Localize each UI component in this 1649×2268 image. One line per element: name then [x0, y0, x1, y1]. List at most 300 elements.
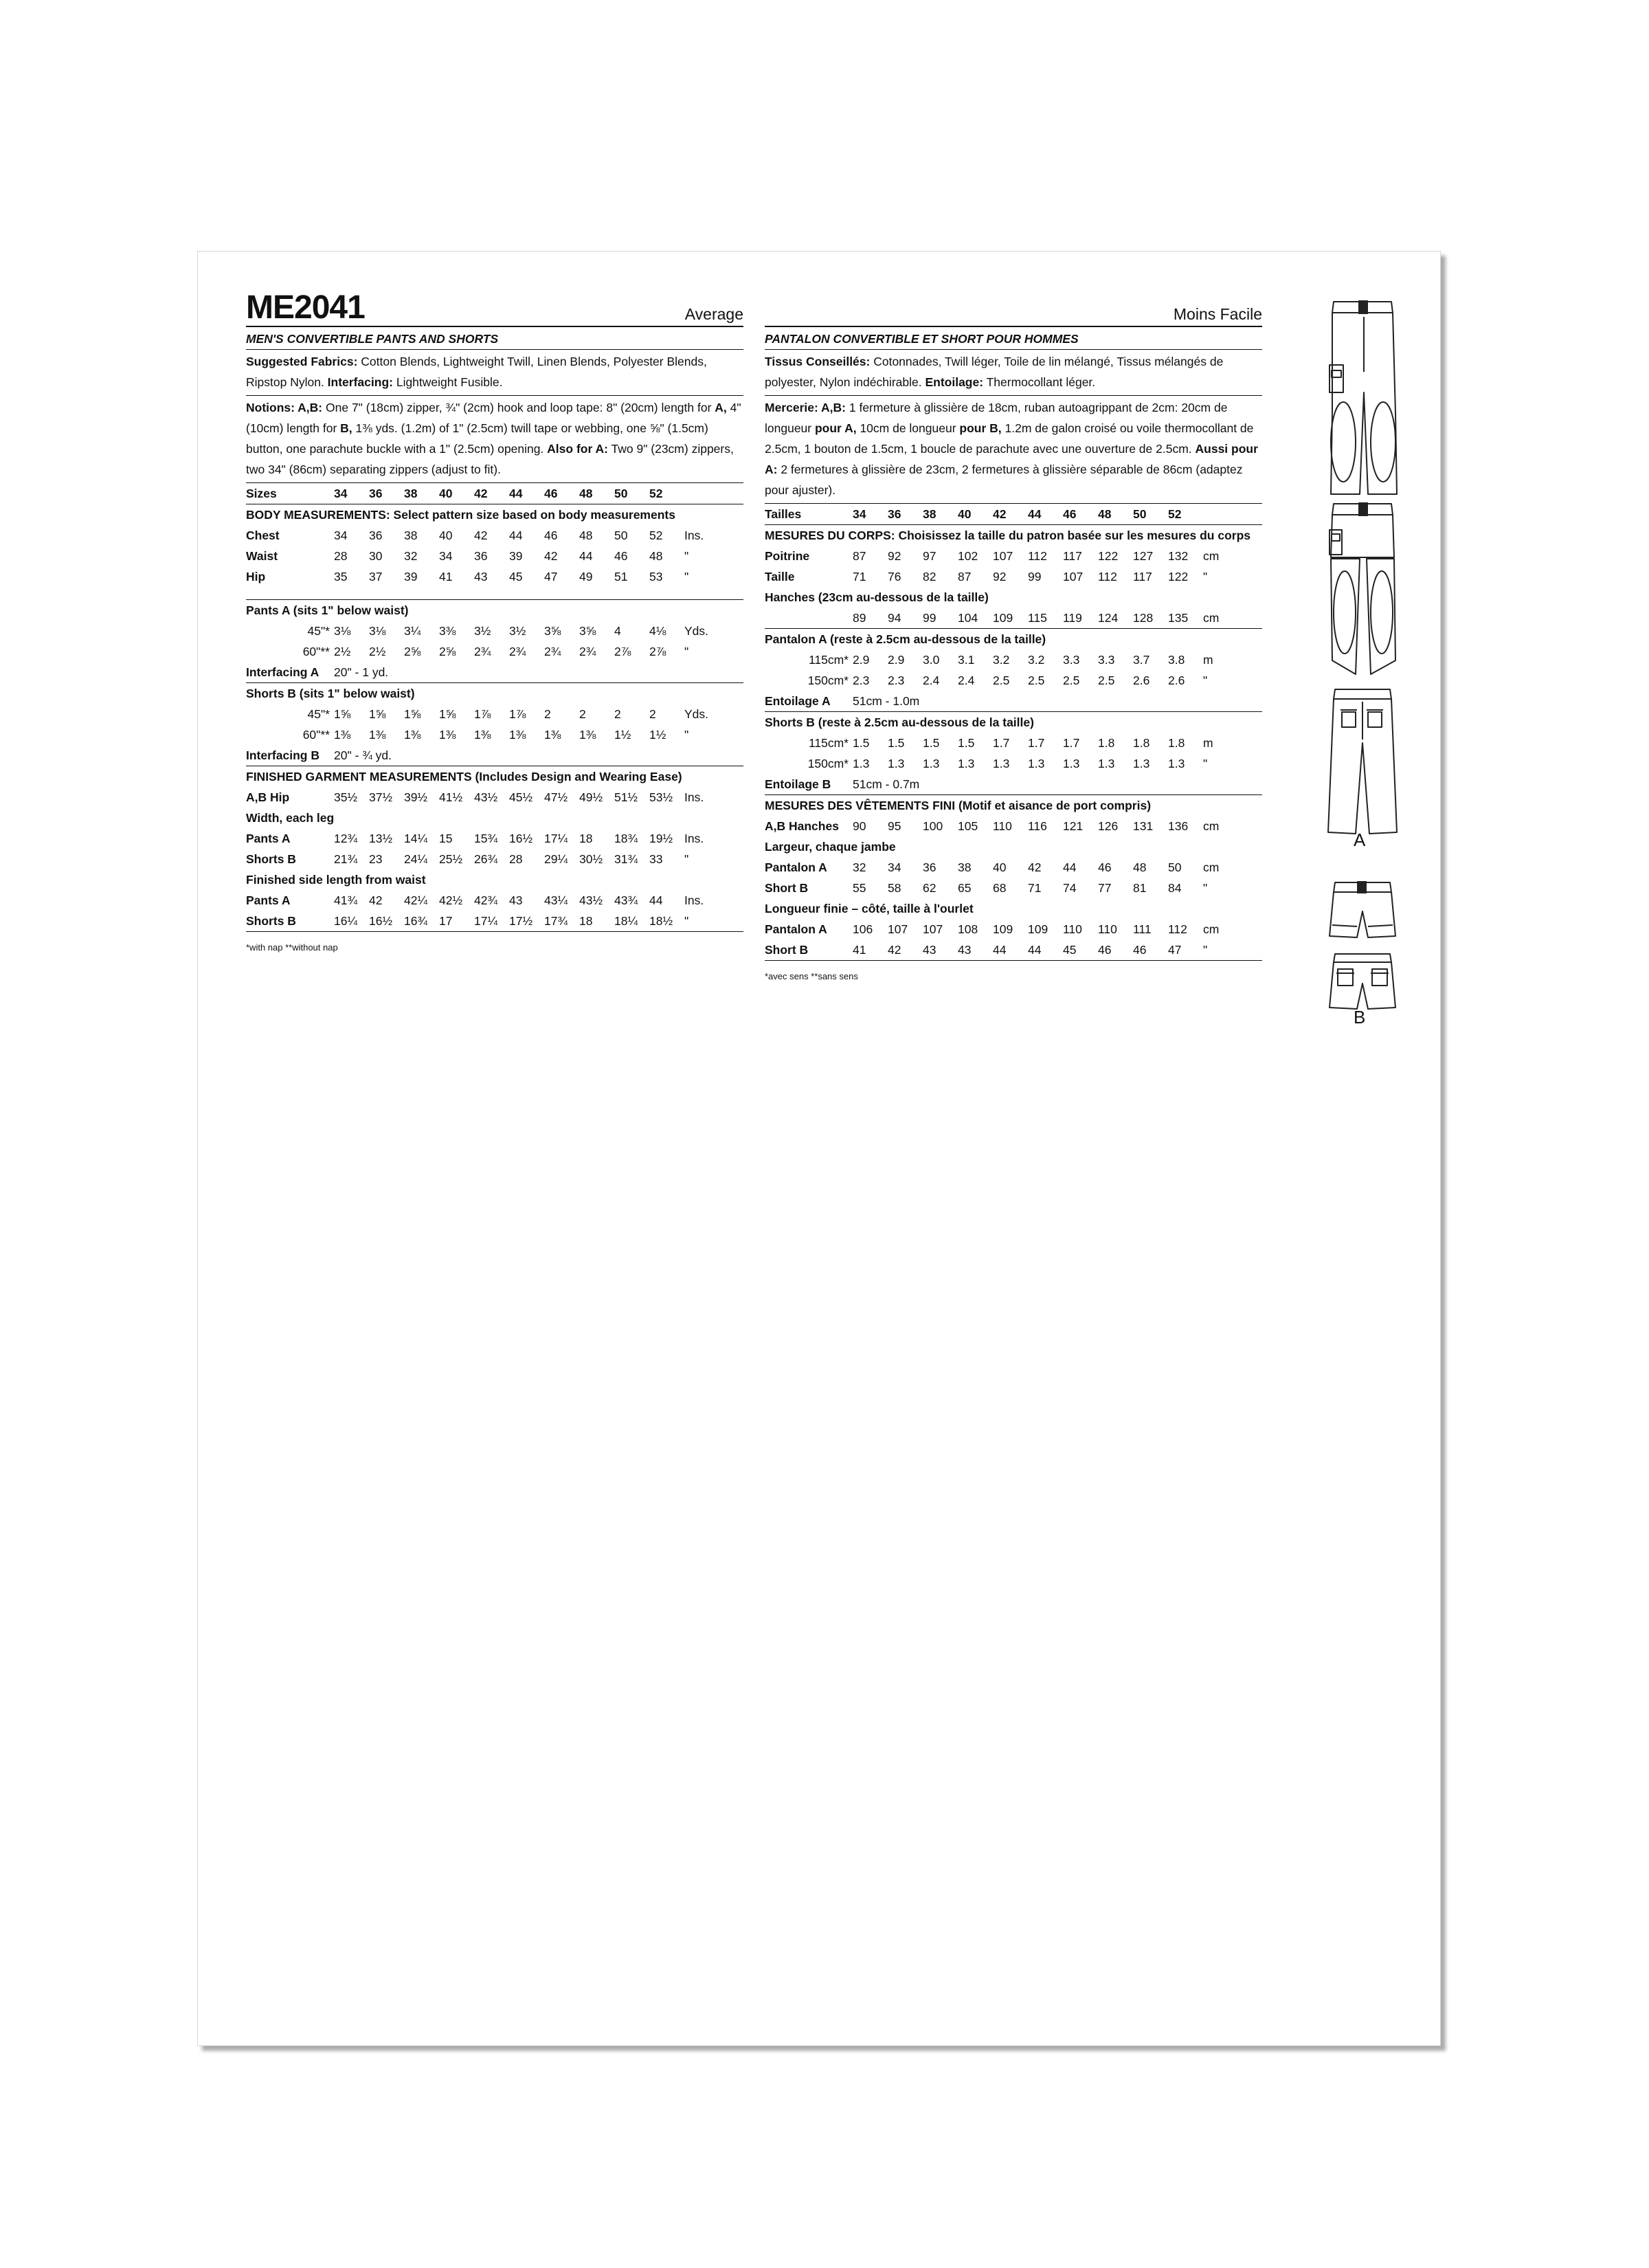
fabrics-text: Cotton Blends, Lightweight Twill, Linen Blends, Polyester Blends, Ripstop Nylon. [246, 355, 707, 389]
unit-cell: " [1203, 570, 1208, 583]
value-cell: 97 [923, 549, 936, 563]
value-cell: 12¾ [334, 832, 358, 845]
value-cell: 1.3 [1168, 757, 1185, 770]
value-cell: 46 [1133, 940, 1168, 961]
value-cell: 53½ [649, 790, 673, 804]
row-label: Entoilage A [765, 691, 853, 712]
section-heading-row [765, 525, 1262, 546]
value-cell: 108 [958, 922, 978, 936]
unit-cell: " [1203, 940, 1262, 961]
value-cell: 24¼ [404, 852, 428, 866]
size-cell: 36 [369, 483, 404, 504]
shorts-150-row [765, 753, 1262, 774]
value-cell: 2⅝ [404, 645, 421, 658]
french-column [765, 293, 1262, 987]
value-cell: 21¾ [334, 852, 358, 866]
value-cell: 42 [1028, 860, 1042, 874]
shorts-yardage-heading: Shorts B (sits 1" below waist) [246, 687, 415, 700]
value-cell: 4 [614, 624, 621, 638]
value-cell: 4⅛ [649, 624, 666, 638]
value-cell: 36 [474, 549, 488, 563]
width-pants-row [765, 857, 1262, 878]
value-cell: 1⅝ [439, 707, 456, 721]
value-cell: 71 [1028, 881, 1042, 895]
section-heading-row [765, 629, 1262, 650]
value-cell: 68 [993, 881, 1007, 895]
unit-cell: Ins. [684, 790, 704, 804]
value-cell: 1⅜ [544, 728, 561, 742]
value-cell: 2.3 [888, 674, 905, 687]
notions-also-label: Also for A: [547, 442, 608, 456]
row-label: 150cm* [807, 674, 849, 687]
unit-cell: cm [1203, 922, 1220, 936]
notions-view-b: B, [340, 421, 352, 435]
value-cell: 58 [888, 881, 901, 895]
value-cell: 2.6 [1133, 674, 1150, 687]
value-cell: 30 [369, 549, 383, 563]
length-heading: Longueur finie – côté, taille à l'ourlet [765, 902, 974, 915]
unit-cell: cm [1203, 608, 1262, 629]
section-heading-row [765, 795, 1262, 816]
row-label: Entoilage B [765, 774, 853, 795]
value-cell: 16¼ [334, 911, 369, 932]
body-measurements-heading: BODY MEASUREMENTS: Select pattern size based on body measurements [246, 508, 675, 522]
value-cell: 43 [474, 570, 488, 583]
section-heading-row [246, 869, 743, 890]
section-heading-row [246, 808, 743, 828]
value-cell: 121 [1063, 819, 1084, 833]
value-cell: 38 [958, 860, 972, 874]
value-cell: 71 [853, 570, 866, 583]
section-heading-row [765, 898, 1262, 919]
value-cell: 3.2 [993, 653, 1010, 667]
english-column [246, 289, 743, 958]
pattern-code: ME2041 [246, 289, 365, 326]
value-cell: 99 [923, 608, 958, 629]
pattern-sheet [197, 251, 1441, 2046]
value-cell: 42 [474, 529, 488, 542]
unit-cell: m [1203, 736, 1213, 750]
shorts-45-row [246, 704, 743, 724]
value-cell: 51cm - 0.7m [853, 774, 1262, 795]
value-cell: 42¾ [474, 893, 498, 907]
value-cell: 43 [958, 940, 993, 961]
unit-cell: " [684, 570, 689, 583]
value-cell: 3.7 [1133, 653, 1150, 667]
value-cell: 2.5 [1028, 674, 1045, 687]
value-cell: 1⅜ [474, 728, 491, 742]
notions-text: 1⅜ yds. (1.2m) of 1" (2.5cm) twill tape or webbing, one ⅝" (1.5cm) button, one parachute buckle with a 1" (2.5cm) opening. [246, 421, 708, 456]
unit-cell: m [1203, 653, 1213, 667]
value-cell: 1.5 [958, 736, 975, 750]
row-label [765, 608, 853, 629]
value-cell: 3⅛ [369, 624, 386, 638]
value-cell: 104 [958, 608, 993, 629]
width-pants-row [246, 828, 743, 849]
value-cell: 43½ [474, 790, 498, 804]
value-cell: 46 [1098, 940, 1133, 961]
value-cell: 43 [923, 940, 958, 961]
fabrics-label: Tissus Conseillés: [765, 355, 871, 368]
value-cell: 44 [579, 549, 593, 563]
value-cell: 95 [888, 819, 901, 833]
footnote: *with nap **without nap [246, 942, 338, 953]
value-cell: 45 [1063, 940, 1098, 961]
value-cell: 3½ [474, 624, 491, 638]
value-cell: 126 [1098, 819, 1119, 833]
notions-view-b: pour B, [959, 421, 1002, 435]
value-cell: 20" - ¾ yd. [334, 745, 743, 766]
value-cell: 109 [993, 608, 1028, 629]
value-cell: 18 [579, 911, 614, 932]
row-label: Pants A [246, 832, 291, 845]
section-heading-row [765, 836, 1262, 857]
garment-sketches [1314, 289, 1417, 949]
row-label: Short B [765, 940, 853, 961]
pattern-title: PANTALON CONVERTIBLE ET SHORT POUR HOMMES [765, 327, 1262, 350]
value-cell: 136 [1168, 819, 1189, 833]
value-cell: 77 [1098, 881, 1112, 895]
row-label: Waist [246, 549, 278, 563]
value-cell: 3.3 [1098, 653, 1115, 667]
unit-cell: " [684, 645, 689, 658]
value-cell: 47 [544, 570, 558, 583]
technical-sketches [1314, 289, 1417, 949]
value-cell: 43¾ [614, 893, 638, 907]
value-cell: 128 [1133, 608, 1168, 629]
value-cell: 3.1 [958, 653, 975, 667]
french-size-chart [765, 504, 1262, 961]
value-cell: 2.4 [958, 674, 975, 687]
interfacing-a-row [246, 662, 743, 683]
value-cell: 76 [888, 570, 901, 583]
row-label: 150cm* [807, 757, 849, 770]
value-cell: 18½ [649, 911, 684, 932]
value-cell: 16½ [509, 832, 533, 845]
value-cell: 109 [993, 922, 1013, 936]
unit-cell: Yds. [684, 707, 709, 721]
value-cell: 1.5 [923, 736, 940, 750]
value-cell: 1.7 [1028, 736, 1045, 750]
value-cell: 1½ [649, 728, 666, 742]
value-cell: 43½ [579, 893, 603, 907]
ab-hip-row [246, 787, 743, 808]
value-cell: 36 [369, 529, 383, 542]
value-cell: 44 [993, 940, 1028, 961]
value-cell: 3.8 [1168, 653, 1185, 667]
value-cell: 44 [649, 893, 663, 907]
value-cell: 107 [993, 549, 1013, 563]
value-cell: 36 [923, 860, 936, 874]
row-label: Poitrine [765, 549, 810, 563]
value-cell: 1⅜ [334, 728, 351, 742]
value-cell: 1⅜ [404, 728, 421, 742]
value-cell: 44 [1028, 940, 1063, 961]
value-cell: 74 [1063, 881, 1077, 895]
value-cell: 3¼ [404, 624, 421, 638]
size-cell: 52 [1168, 504, 1203, 525]
size-cell: 40 [958, 504, 993, 525]
value-cell: 117 [1133, 570, 1152, 583]
value-cell: 102 [958, 549, 978, 563]
size-cell: 50 [1133, 504, 1168, 525]
row-label: Pantalon A [765, 860, 827, 874]
row-label: Chest [246, 529, 280, 542]
pants-yardage-heading: Pantalon A (reste à 2.5cm au-dessous de la taille) [765, 632, 1046, 646]
value-cell: 34 [334, 529, 348, 542]
unit-cell: " [1203, 757, 1208, 770]
value-cell: 127 [1133, 549, 1154, 563]
hip-heading: Hanches (23cm au-dessous de la taille) [765, 590, 989, 604]
value-cell: 29¼ [544, 852, 568, 866]
value-cell: 116 [1028, 819, 1047, 833]
pants-yardage-heading: Pants A (sits 1" below waist) [246, 603, 409, 617]
view-b-label: B [1354, 1007, 1366, 1027]
notions-label: Mercerie: A,B: [765, 401, 846, 414]
value-cell: 18¼ [614, 911, 649, 932]
value-cell: 109 [1028, 922, 1048, 936]
waist-row [246, 546, 743, 566]
value-cell: 2½ [334, 645, 351, 658]
value-cell: 1.3 [993, 757, 1010, 770]
value-cell: 135 [1168, 608, 1203, 629]
value-cell: 32 [853, 860, 866, 874]
value-cell: 46 [544, 529, 558, 542]
interfacing-text: Lightweight Fusible. [392, 375, 503, 389]
unit-cell: Ins. [684, 832, 704, 845]
value-cell: 34 [888, 860, 901, 874]
value-cell: 35 [334, 570, 348, 583]
unit-cell: " [684, 549, 689, 563]
value-cell: 115 [1028, 608, 1063, 629]
value-cell: 44 [1063, 860, 1077, 874]
size-cell: 42 [993, 504, 1028, 525]
sizes-label: Sizes [246, 483, 334, 504]
size-cell: 50 [614, 483, 649, 504]
hip-row [765, 608, 1262, 629]
notions-also-label: Aussi pour A: [765, 442, 1258, 476]
row-label: 45"* [307, 707, 330, 721]
width-shorts-row [246, 849, 743, 869]
body-measurements-heading: MESURES DU CORPS: Choisissez la taille du patron basée sur les mesures du corps [765, 529, 1251, 542]
value-cell: 2¾ [509, 645, 526, 658]
interfacing-label: Interfacing: [327, 375, 393, 389]
value-cell: 3.3 [1063, 653, 1080, 667]
value-cell: 1⅝ [334, 707, 351, 721]
interfacing-b-row [246, 745, 743, 766]
waist-row [765, 566, 1262, 587]
value-cell: 2.5 [993, 674, 1010, 687]
english-size-chart [246, 483, 743, 932]
row-label: 60"** [302, 728, 330, 742]
value-cell: 48 [649, 549, 663, 563]
interfacing-a-row [765, 691, 1262, 712]
value-cell: 33 [649, 852, 663, 866]
value-cell: 1.3 [923, 757, 940, 770]
notions-text: 2 fermetures à glissière de 23cm, 2 fermetures à glissière séparable de 86cm (adaptez pour ajuster). [765, 463, 1243, 497]
value-cell: 107 [888, 922, 908, 936]
value-cell: 3½ [509, 624, 526, 638]
chest-row [765, 546, 1262, 566]
pants-a-back-sketch [1330, 502, 1395, 674]
row-label: Pants A [246, 893, 291, 907]
value-cell: 1.7 [993, 736, 1010, 750]
skill-level: Moins Facile [1173, 305, 1262, 323]
value-cell: 53 [649, 570, 663, 583]
value-cell: 110 [993, 819, 1012, 833]
ab-hip-row [765, 816, 1262, 836]
value-cell: 94 [888, 608, 923, 629]
notions-label: Notions: A,B: [246, 401, 323, 414]
value-cell: 18¾ [614, 832, 638, 845]
value-cell: 50 [614, 529, 628, 542]
chest-row [246, 525, 743, 546]
value-cell: 1⅜ [579, 728, 596, 742]
value-cell: 41½ [439, 790, 463, 804]
value-cell: 37 [369, 570, 383, 583]
value-cell: 16¾ [404, 911, 439, 932]
size-cell: 46 [1063, 504, 1098, 525]
value-cell: 112 [1028, 549, 1047, 563]
value-cell: 106 [853, 922, 873, 936]
value-cell: 42 [544, 549, 558, 563]
value-cell: 3⅝ [544, 624, 561, 638]
size-cell: 52 [649, 483, 684, 504]
value-cell: 34 [439, 549, 453, 563]
unit-cell: cm [1203, 549, 1220, 563]
value-cell: 14¼ [404, 832, 428, 845]
sizes-row [246, 483, 743, 504]
unit-cell: Ins. [684, 893, 704, 907]
row-label: Interfacing A [246, 662, 334, 683]
value-cell: 1⅞ [474, 707, 491, 721]
value-cell: 122 [1098, 549, 1119, 563]
value-cell: 23 [369, 852, 383, 866]
pants-150-row [765, 670, 1262, 691]
width-heading: Width, each leg [246, 811, 335, 825]
value-cell: 2.5 [1098, 674, 1115, 687]
row-label: Taille [765, 570, 795, 583]
unit-cell: " [684, 911, 743, 932]
length-pants-row [246, 890, 743, 911]
row-label: Shorts B [246, 852, 296, 866]
width-shorts-row [765, 878, 1262, 898]
value-cell: 112 [1098, 570, 1117, 583]
finished-measurements-heading: MESURES DES VÊTEMENTS FINI (Motif et aisance de port compris) [765, 799, 1152, 812]
value-cell: 132 [1168, 549, 1189, 563]
value-cell: 1⅜ [369, 728, 386, 742]
value-cell: 17 [439, 911, 474, 932]
value-cell: 42½ [439, 893, 463, 907]
interfacing-label: Entoilage: [925, 375, 984, 389]
value-cell: 2.4 [923, 674, 940, 687]
row-label: 115cm* [808, 653, 849, 667]
value-cell: 48 [1133, 860, 1147, 874]
value-cell: 46 [1098, 860, 1112, 874]
value-cell: 1.5 [853, 736, 870, 750]
notions-text: 1.2m de galon croisé ou voile thermocollant de 2.5cm, 1 bouton de 1.5cm, 1 boucle de parachute avec une ouverture de 2.5cm. [765, 421, 1254, 456]
value-cell: 17¼ [474, 911, 509, 932]
interfacing-b-row [765, 774, 1262, 795]
pattern-title: MEN'S CONVERTIBLE PANTS AND SHORTS [246, 327, 743, 350]
value-cell: 25½ [439, 852, 463, 866]
fabrics-paragraph [246, 350, 743, 396]
value-cell: 42¼ [404, 893, 428, 907]
english-header [246, 289, 743, 327]
value-cell: 117 [1063, 549, 1082, 563]
value-cell: 1.3 [888, 757, 905, 770]
value-cell: 51cm - 1.0m [853, 691, 1262, 712]
value-cell: 2.5 [1063, 674, 1080, 687]
value-cell: 2¾ [544, 645, 561, 658]
spacer-row [246, 587, 743, 600]
section-heading-row [765, 712, 1262, 733]
value-cell: 3⅜ [439, 624, 456, 638]
value-cell: 2 [544, 707, 551, 721]
skill-level: Average [684, 305, 743, 323]
unit-cell: Ins. [684, 529, 704, 542]
value-cell: 2 [579, 707, 586, 721]
value-cell: 2⅝ [439, 645, 456, 658]
value-cell: 39 [509, 549, 523, 563]
value-cell: 17½ [509, 911, 544, 932]
fabrics-text: Cotonnades, Twill léger, Toile de lin mélangé, Tissus mélangés de polyester, Nylon indéchirable. [765, 355, 1224, 389]
value-cell: 43 [509, 893, 523, 907]
value-cell: 1.5 [888, 736, 905, 750]
value-cell: 49 [579, 570, 593, 583]
row-label: Pantalon A [765, 922, 827, 936]
notions-text: One 7" (18cm) zipper, ¾" (2cm) hook and loop tape: 8" (20cm) length for [322, 401, 715, 414]
value-cell: 47 [1168, 940, 1203, 961]
value-cell: 124 [1098, 608, 1133, 629]
value-cell: 28 [334, 549, 348, 563]
value-cell: 47½ [544, 790, 568, 804]
notions-text: Two 9" (23cm) zippers, two 34" (86cm) separating zippers (adjust to fit). [246, 442, 734, 476]
value-cell: 1½ [614, 728, 631, 742]
value-cell: 92 [888, 549, 901, 563]
notions-text: 4" (10cm) length for [246, 401, 741, 435]
value-cell: 15¾ [474, 832, 498, 845]
hip-row [246, 566, 743, 587]
value-cell: 46 [614, 549, 628, 563]
shorts-60-row [246, 724, 743, 745]
shorts-b-sketch [1314, 870, 1417, 1028]
value-cell: 2⅞ [614, 645, 631, 658]
value-cell: 3⅛ [334, 624, 351, 638]
value-cell: 84 [1168, 881, 1182, 895]
length-pants-row [765, 919, 1262, 940]
size-cell: 34 [334, 483, 369, 504]
shorts-yardage-heading: Shorts B (reste à 2.5cm au-dessous de la taille) [765, 715, 1034, 729]
sizes-label: Tailles [765, 504, 853, 525]
value-cell: 40 [993, 860, 1007, 874]
value-cell: 42 [369, 893, 383, 907]
value-cell: 1.3 [853, 757, 870, 770]
value-cell: 122 [1168, 570, 1189, 583]
finished-measurements-heading: FINISHED GARMENT MEASUREMENTS (Includes Design and Wearing Ease) [246, 770, 682, 783]
value-cell: 31¾ [614, 852, 638, 866]
row-label: A,B Hanches [765, 819, 839, 833]
value-cell: 13½ [369, 832, 393, 845]
pants-115-row [765, 649, 1262, 670]
value-cell: 37½ [369, 790, 393, 804]
notions-paragraph [246, 396, 743, 483]
value-cell: 20" - 1 yd. [334, 662, 743, 683]
unit-cell: cm [1203, 819, 1220, 833]
unit-cell: Yds. [684, 624, 709, 638]
value-cell: 1.8 [1133, 736, 1150, 750]
value-cell: 100 [923, 819, 943, 833]
